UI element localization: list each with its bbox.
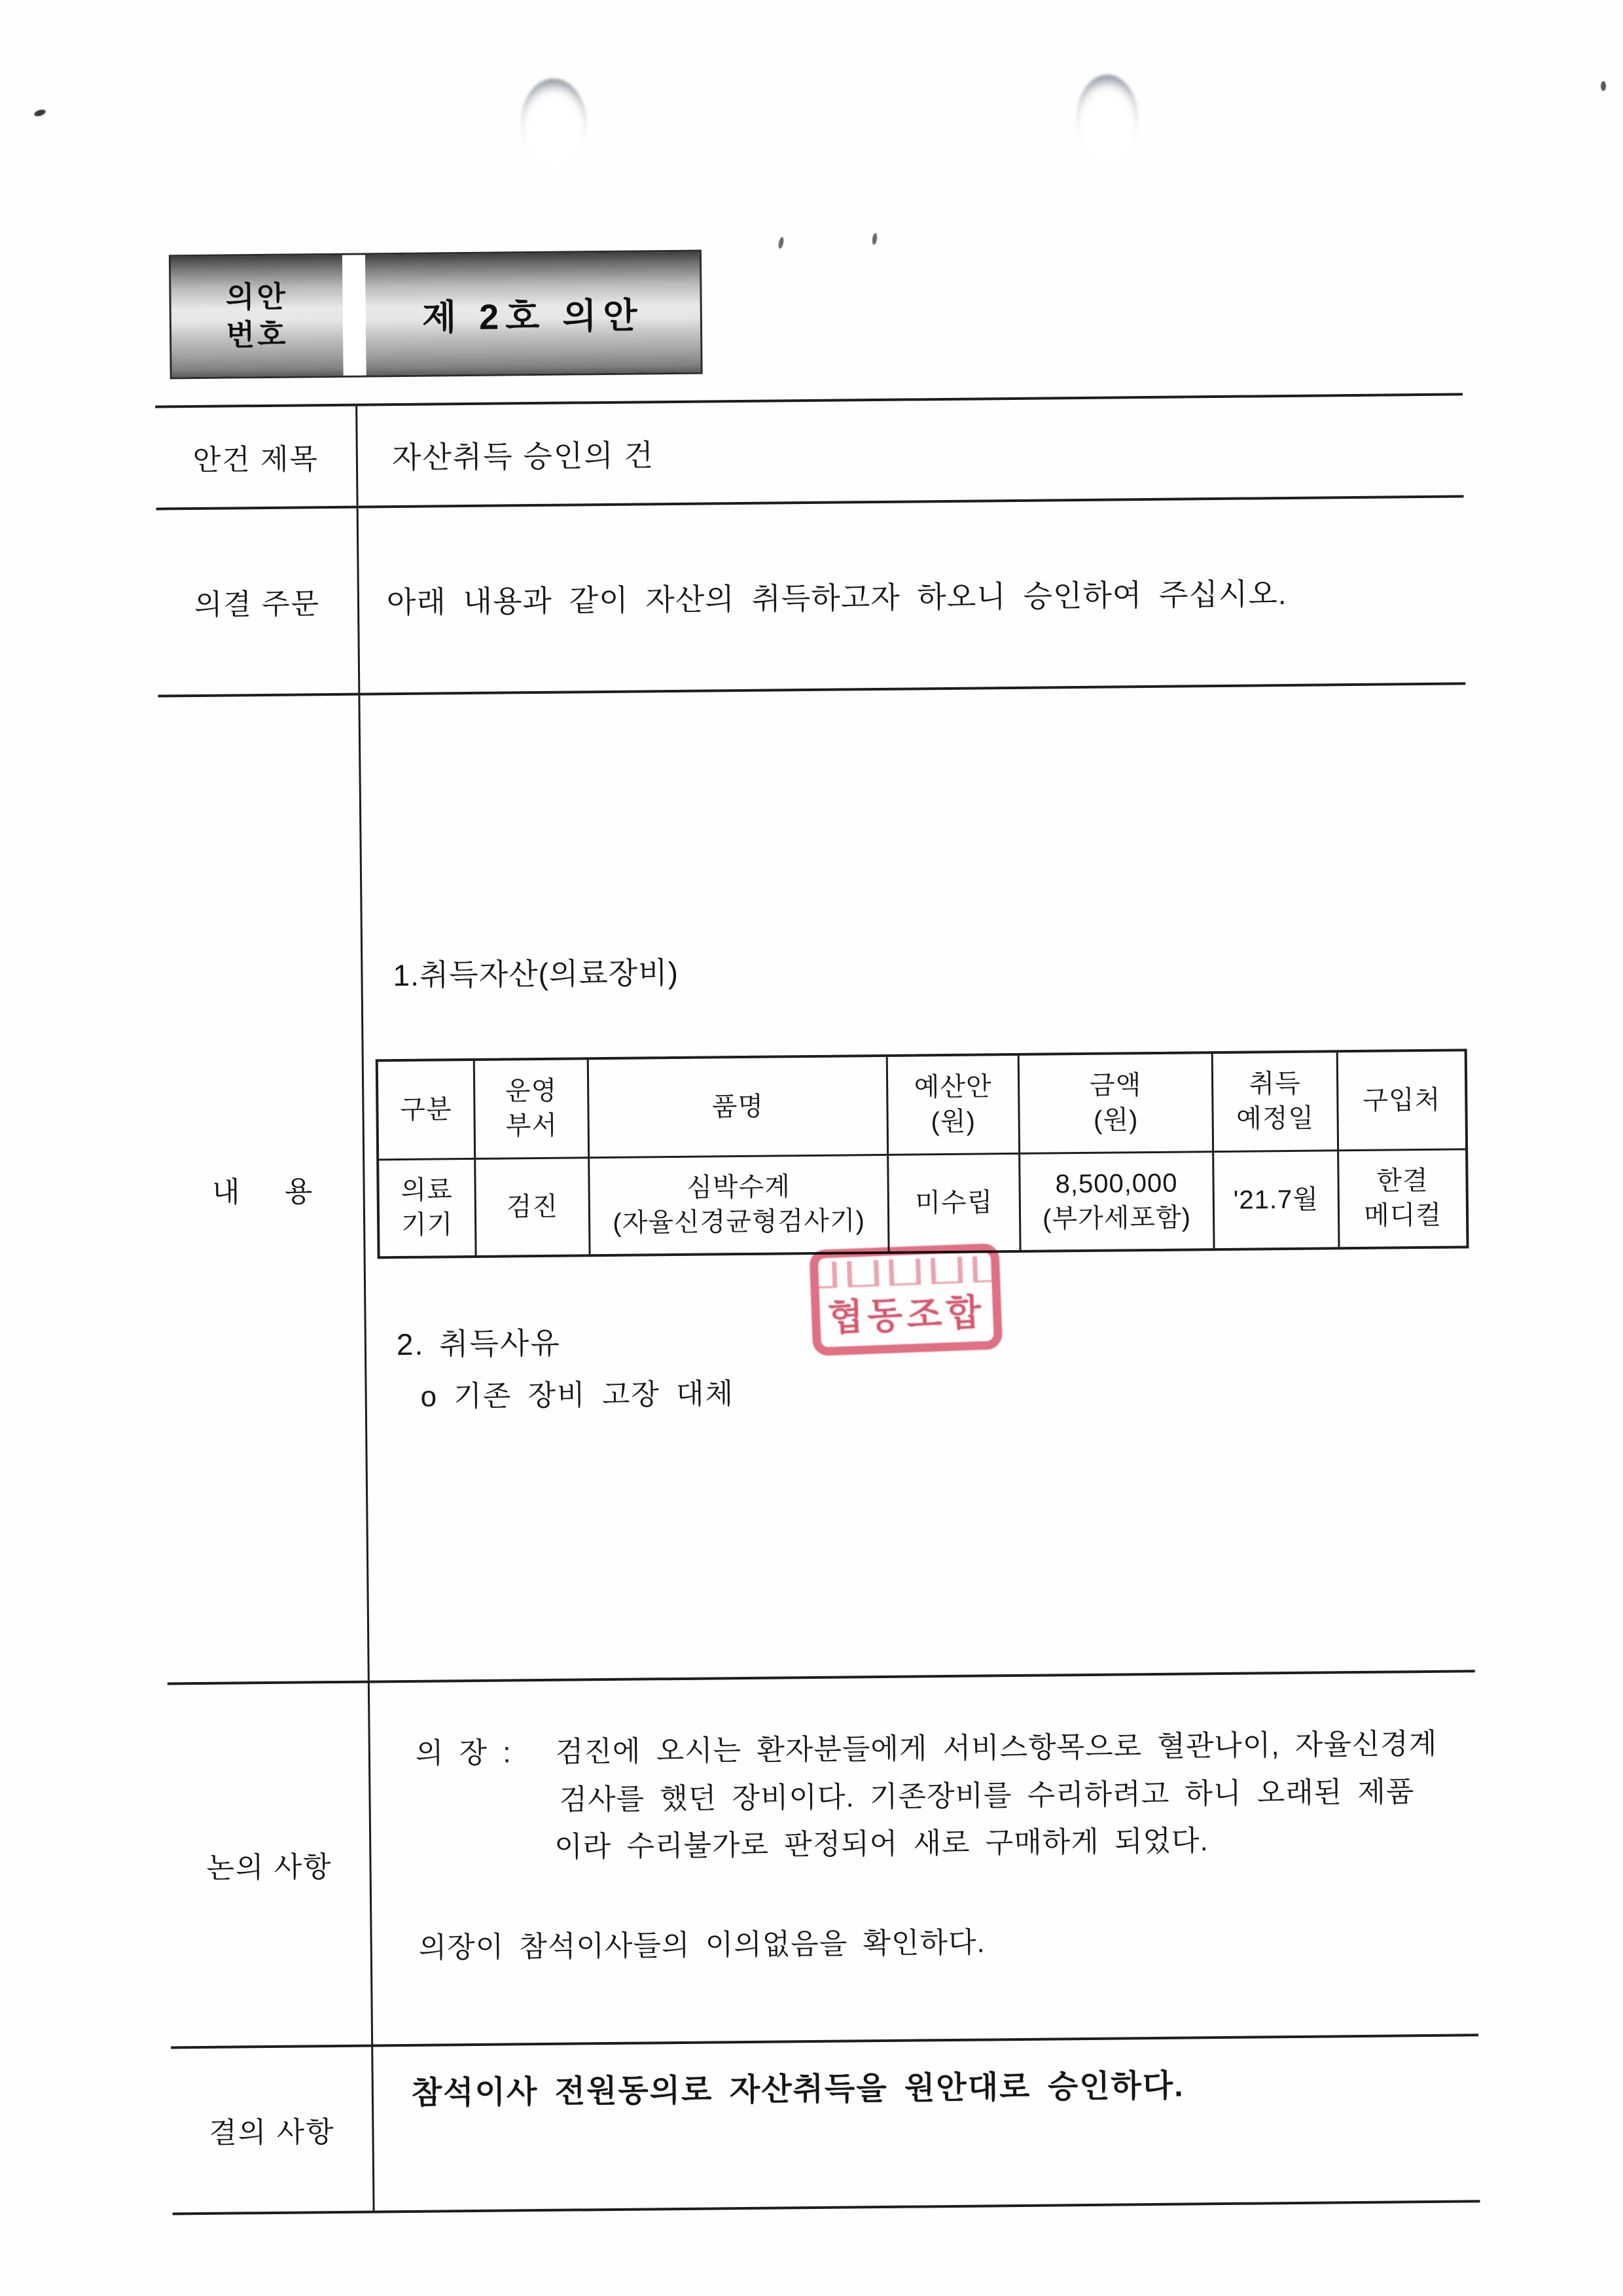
equipment-col-category: 구분: [378, 1061, 476, 1160]
stamp-fragment: [809, 1255, 837, 1289]
agenda-title-label: 안건 제목: [155, 406, 358, 508]
acquisition-reason-item: o 기존 장비 고장 대체: [420, 1378, 735, 1413]
equipment-col-amount: 금액 (원): [1020, 1054, 1214, 1155]
row-agenda-title: [155, 395, 1463, 510]
row-resolution: [171, 2036, 1480, 2215]
equipment-col-department: 운영 부서: [475, 1060, 590, 1160]
resolution-value: 참석이사 전원동의로 자산취득을 원안대로 승인하다.: [411, 2068, 1185, 2111]
discussion-body: [370, 1672, 1478, 2044]
resolution-order-value: 아래 내용과 같이 자산의 취득하고자 하오니 승인하여 주십시오.: [386, 576, 1287, 620]
document-table: [155, 393, 1480, 2215]
discussion-line-2: 검사를 했던 장비이다. 기존장비를 수리하려고 하니 오래된 제품: [559, 1776, 1415, 1816]
equipment-cell-item-name: 심박수계 (자율신경균형검사기): [590, 1156, 889, 1254]
equipment-cell-vendor: 한결 메디컬: [1363, 1166, 1442, 1230]
acquisition-reason-heading: 2. 취득사유: [396, 1325, 562, 1362]
equipment-col-item-name: 품명: [589, 1057, 889, 1158]
agenda-number-value: 제 2호 의안: [421, 295, 644, 338]
discussion-line-3: 이라 수리불가로 판정되어 새로 구매하게 되었다.: [554, 1825, 1209, 1863]
agenda-number-box: [169, 250, 703, 380]
stamp-fragment: [888, 1255, 921, 1289]
agenda-number-label-line2: 번호: [226, 317, 289, 352]
stamp-fragment: [930, 1255, 963, 1287]
equipment-col-acquire-date: 취득 예정일: [1213, 1052, 1339, 1153]
equipment-cell-category: 의료 기기: [379, 1160, 476, 1256]
resolution-order-label: 의결 주문: [156, 509, 361, 695]
equipment-cell-amount: 8,500,000 (부가세포함): [1020, 1153, 1215, 1250]
content-label: 내 용: [158, 696, 369, 1683]
discussion-speaker: 의 장 :: [415, 1736, 512, 1770]
discussion-label: 논의 사항: [168, 1683, 373, 2047]
row-content: [158, 685, 1474, 1685]
row-discussion: [168, 1672, 1478, 2049]
equipment-cell-department: 검진: [476, 1158, 590, 1255]
equipment-cell-acquire-date: '21.7월: [1214, 1151, 1340, 1248]
red-seal-stamp: [809, 1243, 1003, 1356]
row-resolution-order: [156, 497, 1466, 697]
equipment-table: [376, 1049, 1469, 1259]
equipment-col-budget: 예산안 (원): [888, 1056, 1020, 1156]
stamp-fragment: [972, 1255, 1003, 1285]
agenda-number-label: [171, 255, 344, 378]
acquired-assets-heading: 1.취득자산(의료장비): [393, 955, 679, 993]
agenda-number-divider: [342, 255, 366, 375]
equipment-col-vendor: 구입처: [1338, 1051, 1465, 1151]
agenda-title-value: 자산취득 승인의 건: [391, 438, 655, 475]
discussion-closing: 의장이 참석이사들의 이의없음을 확인하다.: [418, 1926, 986, 1964]
agenda-number-label-line1: 의안: [225, 280, 289, 314]
content-body: [360, 685, 1474, 1680]
discussion-line-1: 검진에 오시는 환자분들에게 서비스항목으로 혈관나이, 자율신경계: [555, 1727, 1438, 1768]
stamp-fragment: [846, 1255, 879, 1289]
stamp-text: 협동조합: [827, 1291, 986, 1339]
resolution-label: 결의 사항: [171, 2047, 374, 2212]
equipment-cell-budget: 미수립: [889, 1155, 1021, 1251]
